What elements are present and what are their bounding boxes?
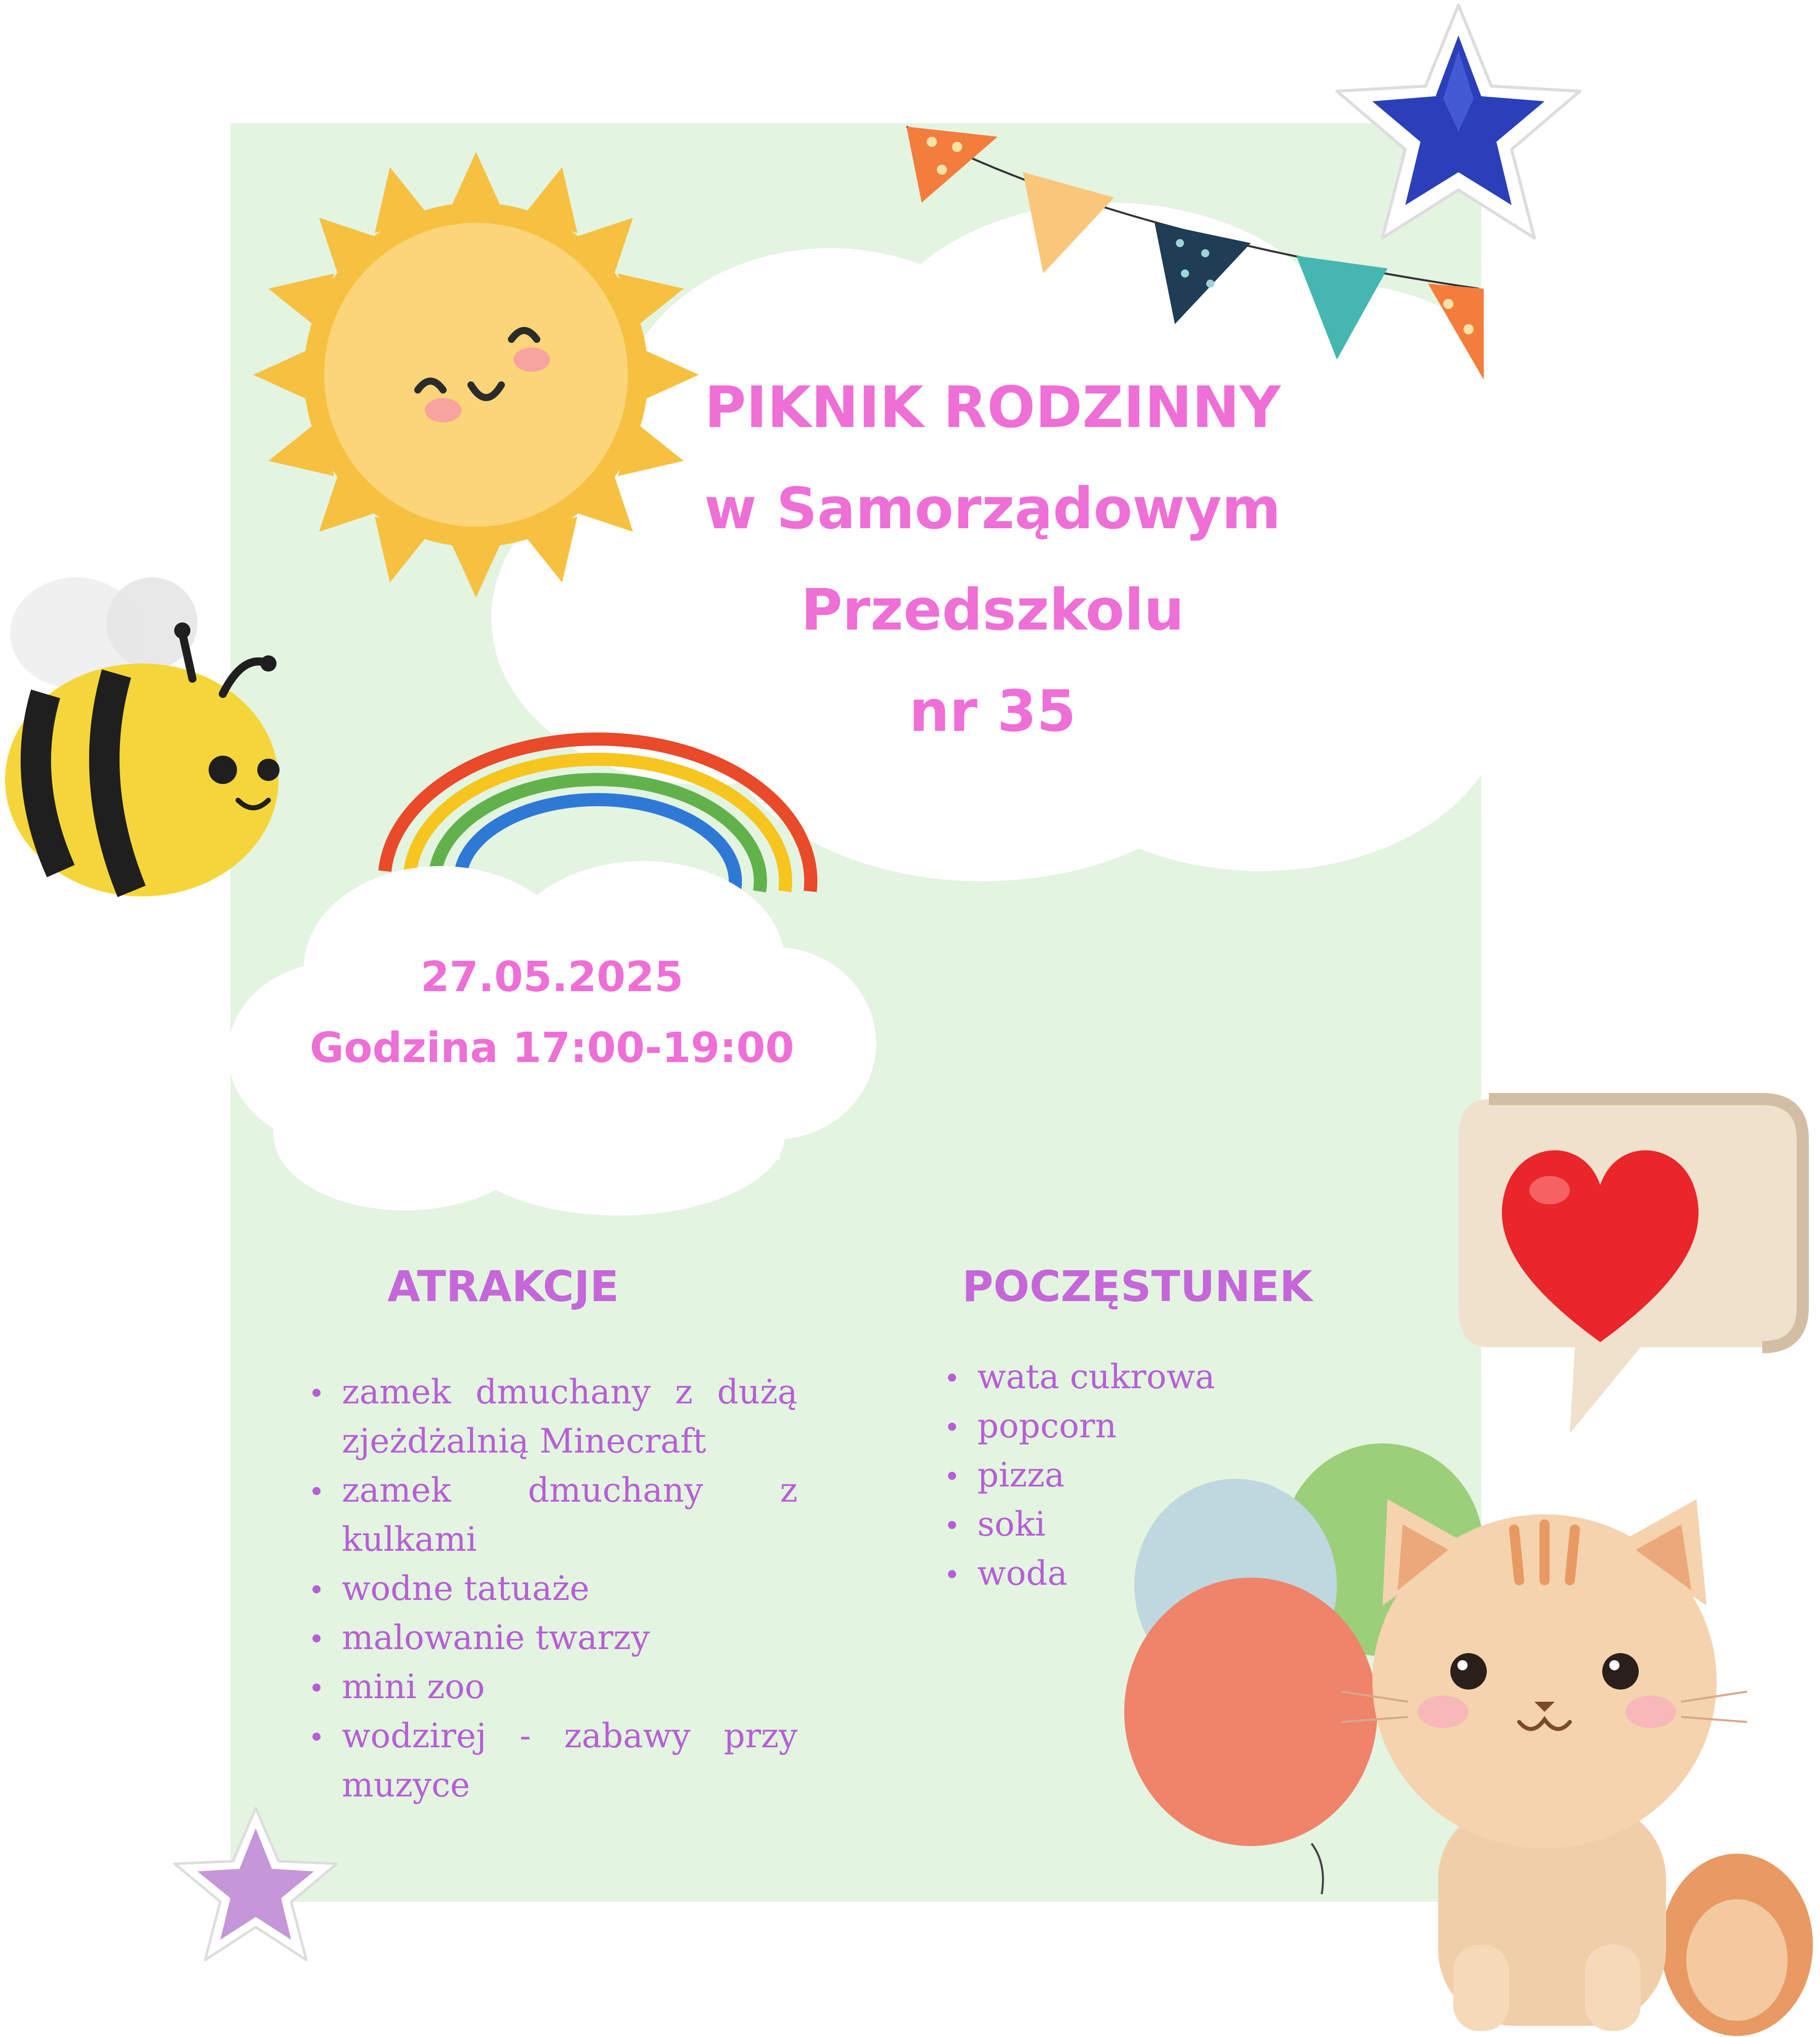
refreshments-list bbox=[942, 1352, 1296, 1598]
bee-icon bbox=[0, 567, 294, 902]
purple-star-icon bbox=[170, 1803, 342, 1970]
list-item: soki bbox=[942, 1500, 1296, 1549]
list-item: malowanie twarzy bbox=[306, 1613, 798, 1662]
title-line-4: nr 35 bbox=[909, 679, 1076, 745]
attractions-heading: ATRAKCJE bbox=[387, 1262, 619, 1311]
list-item: zamek dmuchany z dużą zjeżdżalnią Minecraft bbox=[306, 1367, 798, 1466]
list-item: zamek dmuchany z kulkami bbox=[306, 1466, 798, 1564]
list-item: wodzirej - zabawy przy muzyce bbox=[306, 1711, 798, 1810]
list-item: woda bbox=[942, 1549, 1296, 1598]
title-line-1: PIKNIK RODZINNY bbox=[704, 375, 1281, 441]
list-item: pizza bbox=[942, 1451, 1296, 1500]
list-item: wata cukrowa bbox=[942, 1352, 1296, 1401]
title-line-3: Przedszkolu bbox=[801, 577, 1184, 643]
event-date: 27.05.2025 bbox=[420, 953, 684, 1001]
title-line-2: w Samorządowym bbox=[704, 476, 1281, 542]
list-item: wodne tatuaże bbox=[306, 1564, 798, 1613]
event-title bbox=[648, 357, 1337, 762]
event-time: Godzina 17:00-19:00 bbox=[309, 1024, 795, 1072]
list-item: popcorn bbox=[942, 1401, 1296, 1451]
list-item: mini zoo bbox=[306, 1662, 798, 1711]
heart-bubble-icon bbox=[1448, 1079, 1820, 1443]
event-datetime bbox=[243, 942, 861, 1084]
refreshments-heading: POCZĘSTUNEK bbox=[962, 1262, 1313, 1311]
cat-icon bbox=[1301, 1489, 1818, 2036]
sun-icon bbox=[248, 147, 704, 603]
attractions-list bbox=[306, 1367, 798, 1810]
blue-star-icon bbox=[1327, 0, 1590, 253]
